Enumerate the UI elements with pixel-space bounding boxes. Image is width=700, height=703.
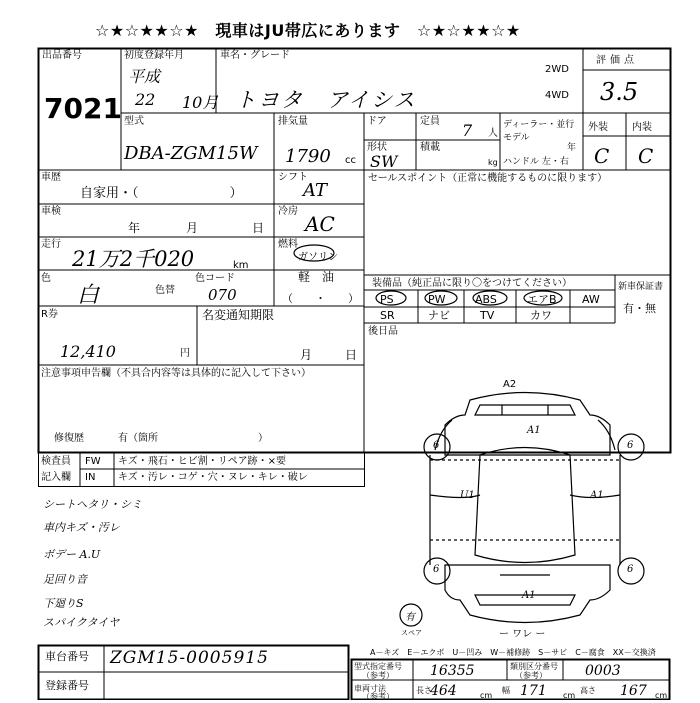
lot-label: 出品番号 <box>42 50 82 61</box>
height-unit: cm <box>655 691 668 700</box>
repair-value: 有（箇所 ） <box>118 433 268 444</box>
first-reg-era: 平成 <box>128 67 161 86</box>
diagram-a1-top: A1 <box>527 425 541 436</box>
grade-value: 3.5 <box>600 78 639 106</box>
legend-fw-text: キズ・飛石・ヒビ割・リペア跡・×要 <box>118 456 286 467</box>
grade-label: 評価点 <box>596 55 638 66</box>
shift-label: シフト <box>278 172 308 183</box>
chassis-label: 車台番号 <box>45 650 89 663</box>
tire-rl: 6 <box>433 564 440 575</box>
tire-rr: 6 <box>627 564 634 575</box>
name-change-day: 日 <box>345 348 358 362</box>
recycle-label: R券 <box>41 309 58 320</box>
model-year-label: モデル <box>503 133 530 143</box>
diagram-a1-bottom: A1 <box>522 590 536 601</box>
model-value: DBA-ZGM15W <box>124 143 258 164</box>
load-label: 積載 <box>420 142 440 153</box>
lot-number: 7021 <box>44 92 122 125</box>
handle-label: ハンドル 左・右 <box>503 157 569 167</box>
legend-fw: FW <box>85 456 101 467</box>
equip-aw: AW <box>582 293 600 306</box>
first-reg-month: 10月 <box>182 93 219 112</box>
history-value: 自家用・（ ） <box>80 186 243 201</box>
registration-label: 登録番号 <box>45 679 89 692</box>
equip-ps: PS <box>380 293 394 306</box>
warranty-value: 有・無 <box>623 302 656 315</box>
color-label: 色 <box>41 273 51 284</box>
map-legend: A－キズ E－エクボ U－凹み W－補修跡 S－サビ C－腐食 XX－交換済 <box>370 648 656 657</box>
shape-value: SW <box>370 152 398 171</box>
type-no-value: 16355 <box>430 663 475 679</box>
history-label: 車歴 <box>41 172 61 183</box>
capacity-label: 定員 <box>420 116 440 127</box>
class-no-label: 類別区分番号 <box>510 662 558 671</box>
width-value: 171 <box>520 683 547 699</box>
height-value: 167 <box>620 683 647 699</box>
interior-label: 内装 <box>632 122 652 133</box>
capacity-value: 7 <box>462 121 473 140</box>
rear-seat-label: 後日品 <box>368 326 398 337</box>
legend-in-text: キズ・汚レ・コゲ・穴・ヌレ・キレ・破レ <box>118 472 308 483</box>
mileage-value: 21万2千020 <box>72 247 195 271</box>
notes-label: 注意事項申告欄（不具合内容等は具体的に記入して下さい） <box>41 368 311 379</box>
displacement-value: 1790 <box>285 146 331 167</box>
remark-6: スパイクタイヤ <box>43 616 120 629</box>
drive-2wd: 2WD <box>545 64 569 75</box>
ac-value: AC <box>305 212 335 236</box>
drive-4wd: 4WD <box>545 90 569 101</box>
inspector-label-2: 記入欄 <box>41 472 71 483</box>
class-no-value: 0003 <box>585 663 621 679</box>
model-label: 型式 <box>124 116 144 127</box>
diagram-a2: A2 <box>503 379 517 390</box>
width-label: 幅 <box>502 686 510 695</box>
exterior-value: C <box>594 144 610 168</box>
inspection-label: 車検 <box>41 206 61 217</box>
remark-1: シートヘタリ・シミ <box>43 498 142 511</box>
diagram-a1-side: A1 <box>590 490 604 501</box>
remark-2: 車内キズ・汚レ <box>43 521 120 534</box>
spare-value: 有 <box>405 612 415 623</box>
equip-navi: ナビ <box>428 309 450 322</box>
remark-5: 下廻りS <box>43 597 84 610</box>
recycle-unit: 円 <box>180 348 190 359</box>
diagram-u1: U1 <box>460 490 475 501</box>
color-code-label: 色コード <box>195 273 235 284</box>
height-label: 高さ <box>580 686 596 695</box>
size-label: 車両寸法 <box>354 684 386 693</box>
tire-fl: 6 <box>433 440 440 451</box>
type-no-label: 型式指定番号 <box>354 662 402 671</box>
recycle-value: 12,410 <box>60 342 116 361</box>
first-reg-year: 22 <box>135 90 156 109</box>
warranty-label: 新車保証書 <box>618 282 664 292</box>
length-value: 464 <box>430 683 457 699</box>
length-label: 長さ <box>416 686 432 695</box>
inspection-day: 日 <box>252 221 265 235</box>
tire-fr: 6 <box>627 440 634 451</box>
inspection-month: 月 <box>186 221 199 235</box>
shape-label: 形状 <box>367 142 387 153</box>
color-value: 白 <box>77 283 100 308</box>
mileage-label: 走行 <box>41 239 61 250</box>
fuel-paren: （ ・ ） <box>282 292 359 305</box>
load-unit: kg <box>488 158 498 167</box>
legend-in: IN <box>85 472 96 483</box>
exterior-label: 外装 <box>588 122 608 133</box>
length-unit: cm <box>480 691 493 700</box>
model-year-unit: 年 <box>567 143 577 153</box>
fuel-gas: ガソリン <box>298 252 338 263</box>
remark-4: 足回り音 <box>43 573 87 586</box>
doors-label: ドア <box>367 116 387 127</box>
shift-value: AT <box>303 180 328 201</box>
class-no-ref: （参考） <box>515 671 547 680</box>
dealer-label: ディーラー・並行 <box>503 120 575 130</box>
displacement-label: 排気量 <box>278 116 308 127</box>
fuel-label: 燃料 <box>278 239 298 250</box>
diagram-front-label: ー ワレ ー <box>499 629 546 640</box>
equip-pw: PW <box>428 293 446 306</box>
remark-3: ボデー A.U <box>43 548 101 561</box>
displacement-unit: cc <box>345 155 356 166</box>
repair-label: 修復歴 <box>54 433 84 444</box>
first-reg-label: 初度登録年月 <box>124 50 184 61</box>
capacity-unit: 人 <box>488 128 498 139</box>
width-unit: cm <box>563 691 576 700</box>
type-no-ref: （参考） <box>362 671 394 680</box>
mileage-unit: km <box>233 260 249 271</box>
size-ref: （参考） <box>362 692 394 701</box>
name-change-label: 名変通知期限 <box>202 308 275 322</box>
equip-leather: カワ <box>530 309 552 322</box>
equip-sr: SR <box>380 309 395 322</box>
equip-airbag: エアB <box>527 293 557 306</box>
chassis-value: ZGM15-0005915 <box>110 648 269 668</box>
color-code: 070 <box>208 286 237 304</box>
name-change-month: 月 <box>300 348 313 362</box>
inspection-year: 年 <box>128 221 141 235</box>
color-change-label: 色替 <box>155 285 175 296</box>
equip-tv: TV <box>480 309 495 322</box>
spare-label: スペア <box>401 629 422 637</box>
ac-label: 冷房 <box>278 206 298 217</box>
fuel-diesel: 軽 油 <box>298 270 335 284</box>
inspector-label-1: 検査員 <box>41 456 71 467</box>
car-name-label: 車名・グレード <box>220 50 290 61</box>
interior-value: C <box>638 144 654 168</box>
equip-abs: ABS <box>475 293 497 306</box>
car-name-value: トヨタ アイシス <box>235 88 417 112</box>
equipment-label: 装備品（純正品に限り〇をつけてください） <box>372 278 572 289</box>
header-banner: ☆★☆★★☆★ 現車はJU帯広にあります ☆★☆★★☆★ <box>95 21 521 40</box>
sales-point-label: セールスポイント（正常に機能するものに限ります） <box>368 173 608 184</box>
